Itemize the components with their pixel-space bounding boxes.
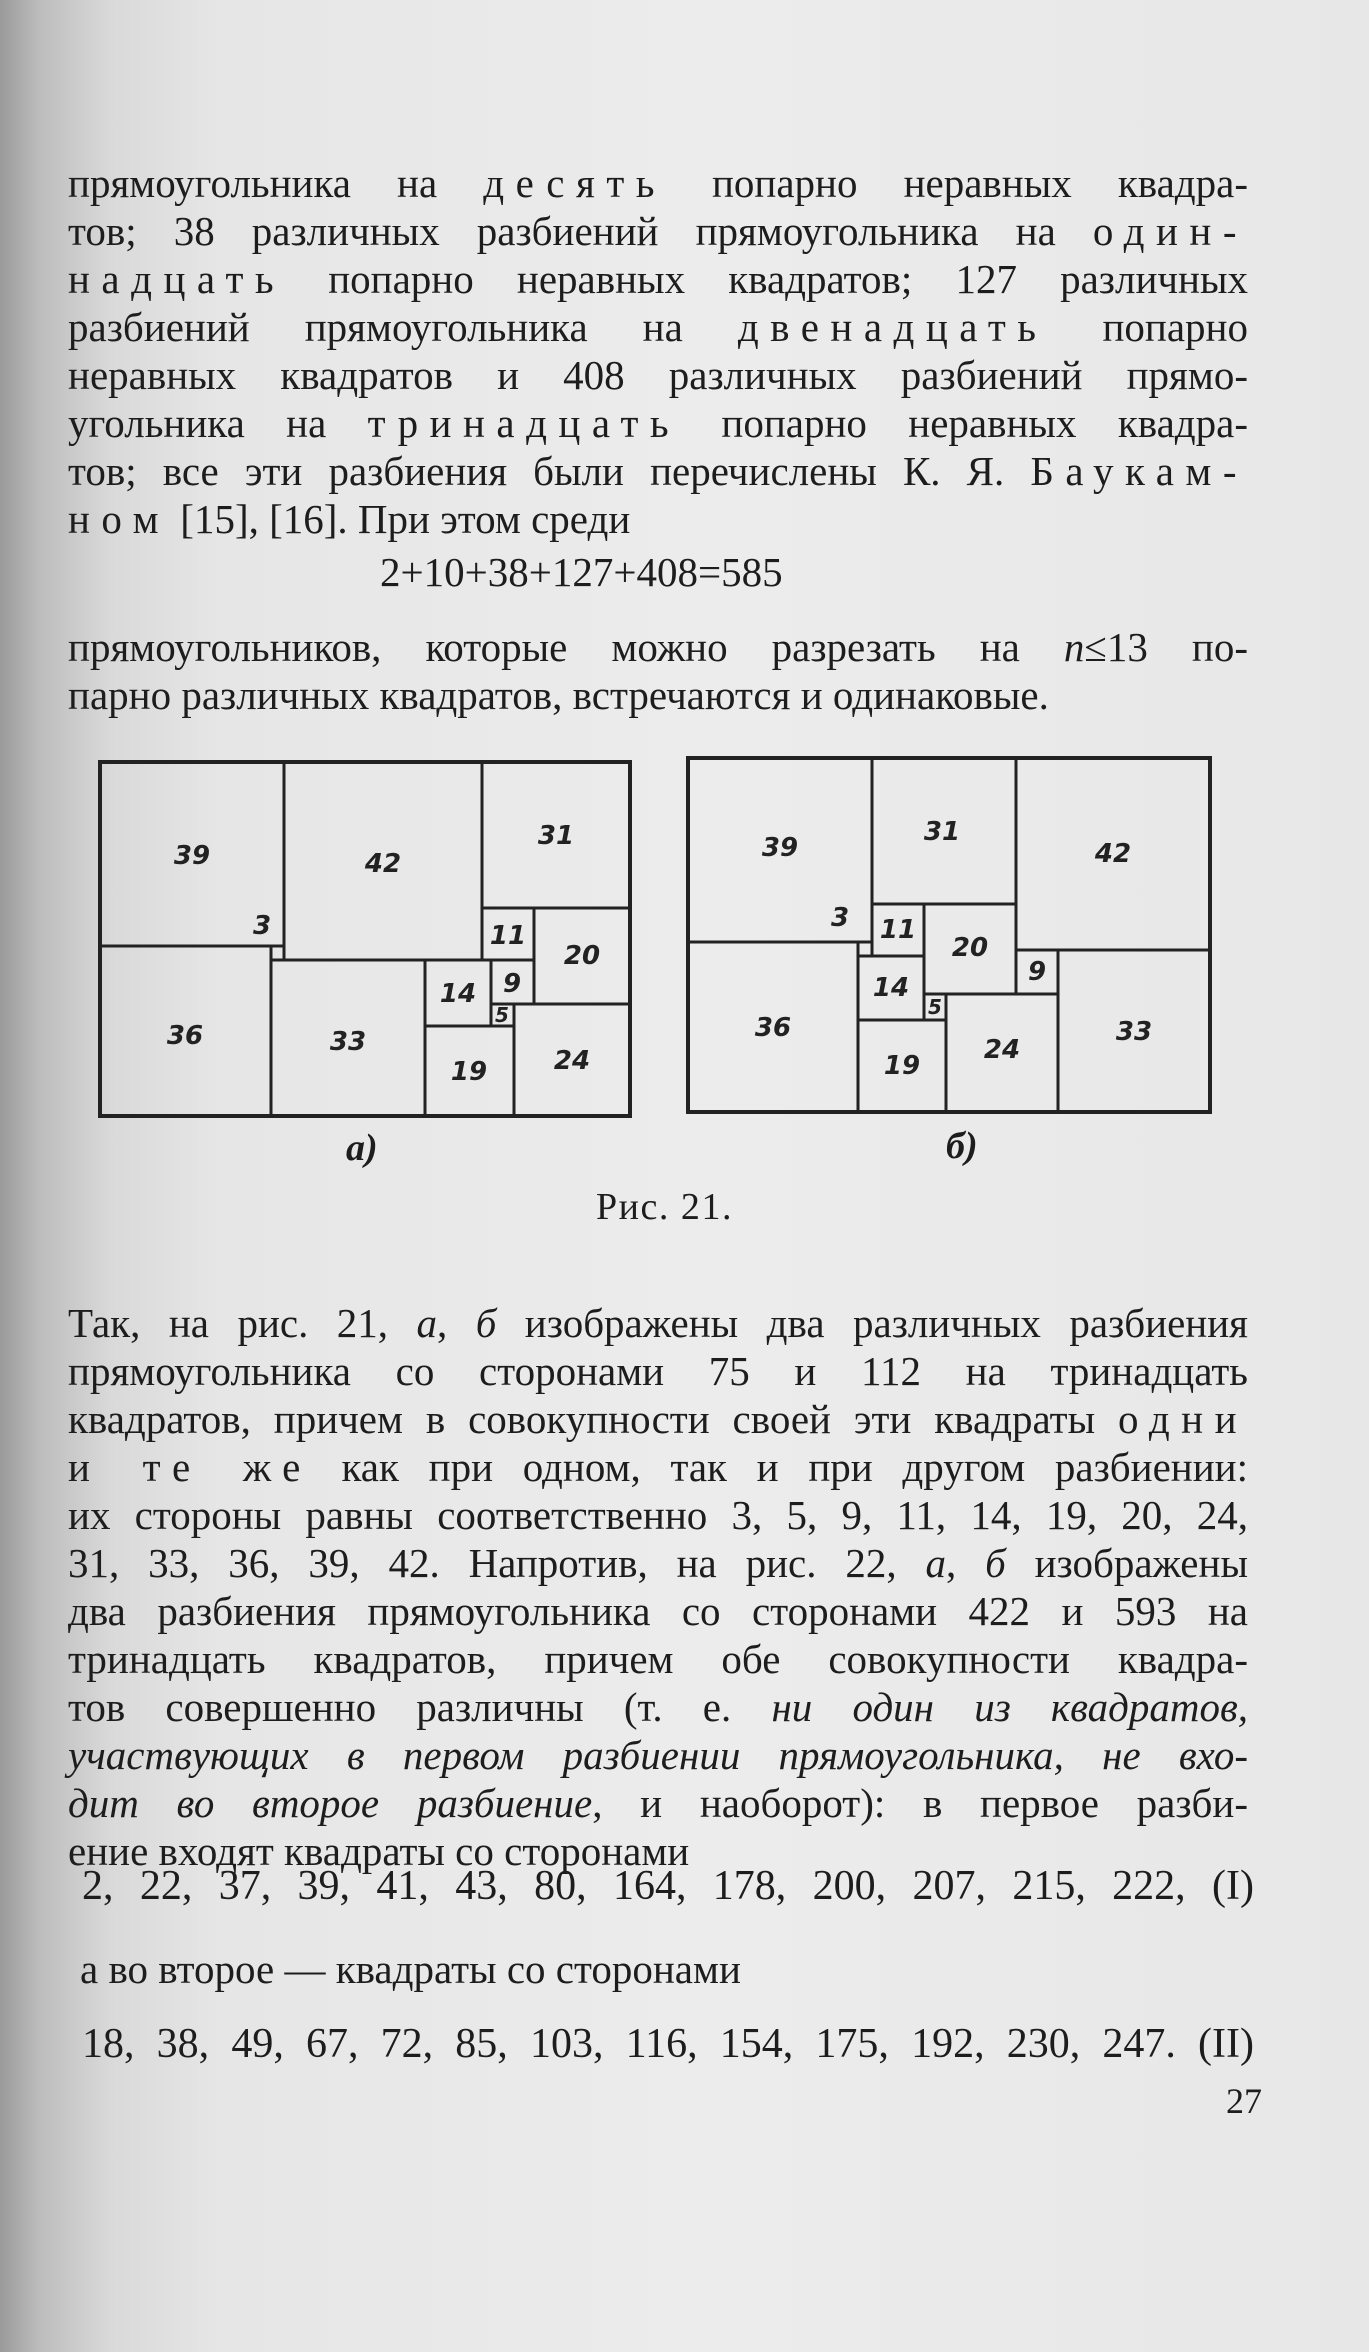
text-line	[68, 400, 1248, 447]
text-segment: двенадцать	[737, 304, 1048, 350]
text-line	[68, 352, 1248, 399]
square-label: 31	[537, 821, 575, 851]
text-segment: а	[416, 1300, 437, 1346]
text-line	[68, 496, 1248, 543]
text-segment: дит во второе разбиение	[68, 1780, 593, 1826]
text-segment: разбиений прямоугольника на	[68, 304, 738, 350]
text-segment: надцать	[68, 256, 286, 302]
square-label: 42	[1094, 839, 1132, 869]
square-label: 20	[951, 933, 989, 963]
square-label: 14	[439, 979, 477, 1009]
figure-21b	[684, 752, 1214, 1118]
text-segment: ,	[437, 1300, 476, 1346]
squared-rectangle-b	[684, 752, 1214, 1118]
square-label: 9	[1027, 957, 1047, 987]
text-line	[68, 1396, 1248, 1443]
text-line	[68, 1444, 1248, 1491]
text-segment: квадратов, причем в совокупности своей эти квадраты	[68, 1396, 1119, 1442]
text-segment: тов совершенно различны (т. е.	[68, 1684, 772, 1730]
square-label: 39	[761, 833, 799, 863]
text-segment: тов; все эти разбиения были перечислены К. Я.	[68, 448, 1031, 494]
text-segment: один-	[1092, 208, 1248, 254]
text-segment: Баукам-	[1030, 448, 1248, 494]
text-line	[68, 1732, 1248, 1779]
sequence-two: 18, 38, 49, 67, 72, 85, 103, 116, 154, 175, 192, 230, 247. (II)	[82, 2021, 1254, 2067]
square-label: 19	[450, 1057, 488, 1087]
square-label: 39	[173, 841, 211, 871]
text-segment: попарно	[1047, 304, 1248, 350]
outer-rectangle	[100, 762, 630, 1116]
text-segment: прямоугольников, которые можно разрезать на	[68, 624, 1064, 670]
text-line	[68, 624, 1248, 671]
text-line	[68, 1780, 1248, 1827]
square-label: 11	[489, 921, 527, 951]
text-segment: тов; 38 различных разбиений прямоугольника на	[68, 208, 1093, 254]
text-segment: изображены два различных разбиения	[496, 1300, 1249, 1346]
text-line	[68, 448, 1248, 495]
square-label: 14	[872, 973, 910, 1003]
text-segment: одни	[1118, 1396, 1248, 1442]
text-segment: Так, на рис. 21,	[68, 1300, 417, 1346]
text-line	[68, 1540, 1248, 1587]
text-segment: как при одном, так и при другом разбиении:	[311, 1444, 1248, 1490]
square-3	[858, 942, 872, 956]
text-line	[68, 160, 1248, 207]
text-line	[68, 208, 1248, 255]
page-number: 27	[1226, 2081, 1262, 2121]
text-segment: ,	[945, 1540, 986, 1586]
square-label: 33	[1115, 1017, 1153, 1047]
text-segment: два разбиения прямоугольника со сторонами 422 и 593 на	[68, 1588, 1248, 1634]
square-label: 5	[928, 995, 942, 1019]
figure-21a	[96, 752, 636, 1118]
square-label: 11	[879, 915, 917, 945]
text-segment: попарно неравных квадра-	[665, 160, 1248, 206]
text-segment: изображены	[1005, 1540, 1248, 1586]
text-line	[68, 672, 1248, 719]
text-segment: ≤13 по-	[1084, 624, 1249, 670]
square-label: 36	[754, 1013, 792, 1043]
text-segment: а	[925, 1540, 946, 1586]
figure-caption: Рис. 21.	[596, 1186, 733, 1228]
outer-rectangle	[688, 758, 1210, 1112]
text-segment: ни один из квадратов,	[771, 1684, 1248, 1730]
text-line	[68, 256, 1248, 303]
square-label: 36	[166, 1021, 204, 1051]
text-segment: тринадцать	[367, 400, 681, 446]
text-segment: участвующих в первом разбиении прямоугольника, не вхо-	[68, 1732, 1248, 1778]
text-segment: попарно неравных квадратов; 127 различных	[285, 256, 1248, 302]
text-line	[68, 304, 1248, 351]
figure-a-label: а)	[346, 1127, 378, 1169]
text-line	[68, 1588, 1248, 1635]
sequence-one: 2, 22, 37, 39, 41, 43, 80, 164, 178, 200, 207, 215, 222, (I)	[82, 1863, 1254, 1909]
square-label: 24	[983, 1035, 1021, 1065]
text-segment: прямоугольника со сторонами 75 и 112 на тринадцать	[68, 1348, 1248, 1394]
text-segment: тринадцать квадратов, причем обе совокупности квадра-	[68, 1636, 1248, 1682]
square-label: 3	[830, 903, 850, 933]
text-segment: угольника на	[68, 400, 368, 446]
text-line	[68, 1492, 1248, 1539]
text-segment: ение входят квадраты со сторонами	[68, 1828, 690, 1874]
squared-rectangle-a	[96, 752, 636, 1118]
text-segment: неравных квадратов и 408 различных разбиений прямо-	[68, 352, 1248, 398]
text-segment: десять	[483, 160, 666, 206]
text-line	[68, 1348, 1248, 1395]
text-segment: , и наоборот): в первое разби-	[592, 1780, 1248, 1826]
square-label: 19	[883, 1051, 921, 1081]
square-label: 3	[252, 911, 272, 941]
text-segment: 31, 33, 36, 39, 42. Напротив, на рис. 22,	[68, 1540, 926, 1586]
sum-formula: 2+10+38+127+408=585	[380, 549, 783, 595]
square-label: 42	[364, 849, 402, 879]
text-segment: парно различных квадратов, встречаются и одинаковые.	[68, 672, 1049, 718]
text-segment: прямоугольника на	[68, 160, 484, 206]
square-label: 5	[495, 1003, 509, 1027]
text-segment: их стороны равны соответственно 3, 5, 9, 11, 14, 19, 20, 24,	[68, 1492, 1248, 1538]
text-line	[68, 1684, 1248, 1731]
text-segment: n	[1063, 624, 1085, 670]
square-label: 20	[563, 941, 601, 971]
square-label: 9	[502, 969, 522, 999]
square-label: 33	[329, 1027, 367, 1057]
text-segment: попарно неравных квадра-	[680, 400, 1248, 446]
text-segment: ном	[68, 496, 171, 542]
square-3	[271, 946, 284, 960]
text-segment: б	[475, 1300, 497, 1346]
intro-two: а во второе — квадраты со сторонами	[80, 1946, 741, 1992]
text-segment: б	[985, 1540, 1006, 1586]
text-line	[68, 1300, 1248, 1347]
square-label: 31	[923, 817, 961, 847]
figure-b-label: б)	[946, 1125, 978, 1167]
text-line	[68, 1636, 1248, 1683]
text-segment: [15], [16]. При этом среди	[170, 496, 631, 542]
square-label: 24	[553, 1046, 591, 1076]
text-segment: и те же	[68, 1444, 312, 1490]
